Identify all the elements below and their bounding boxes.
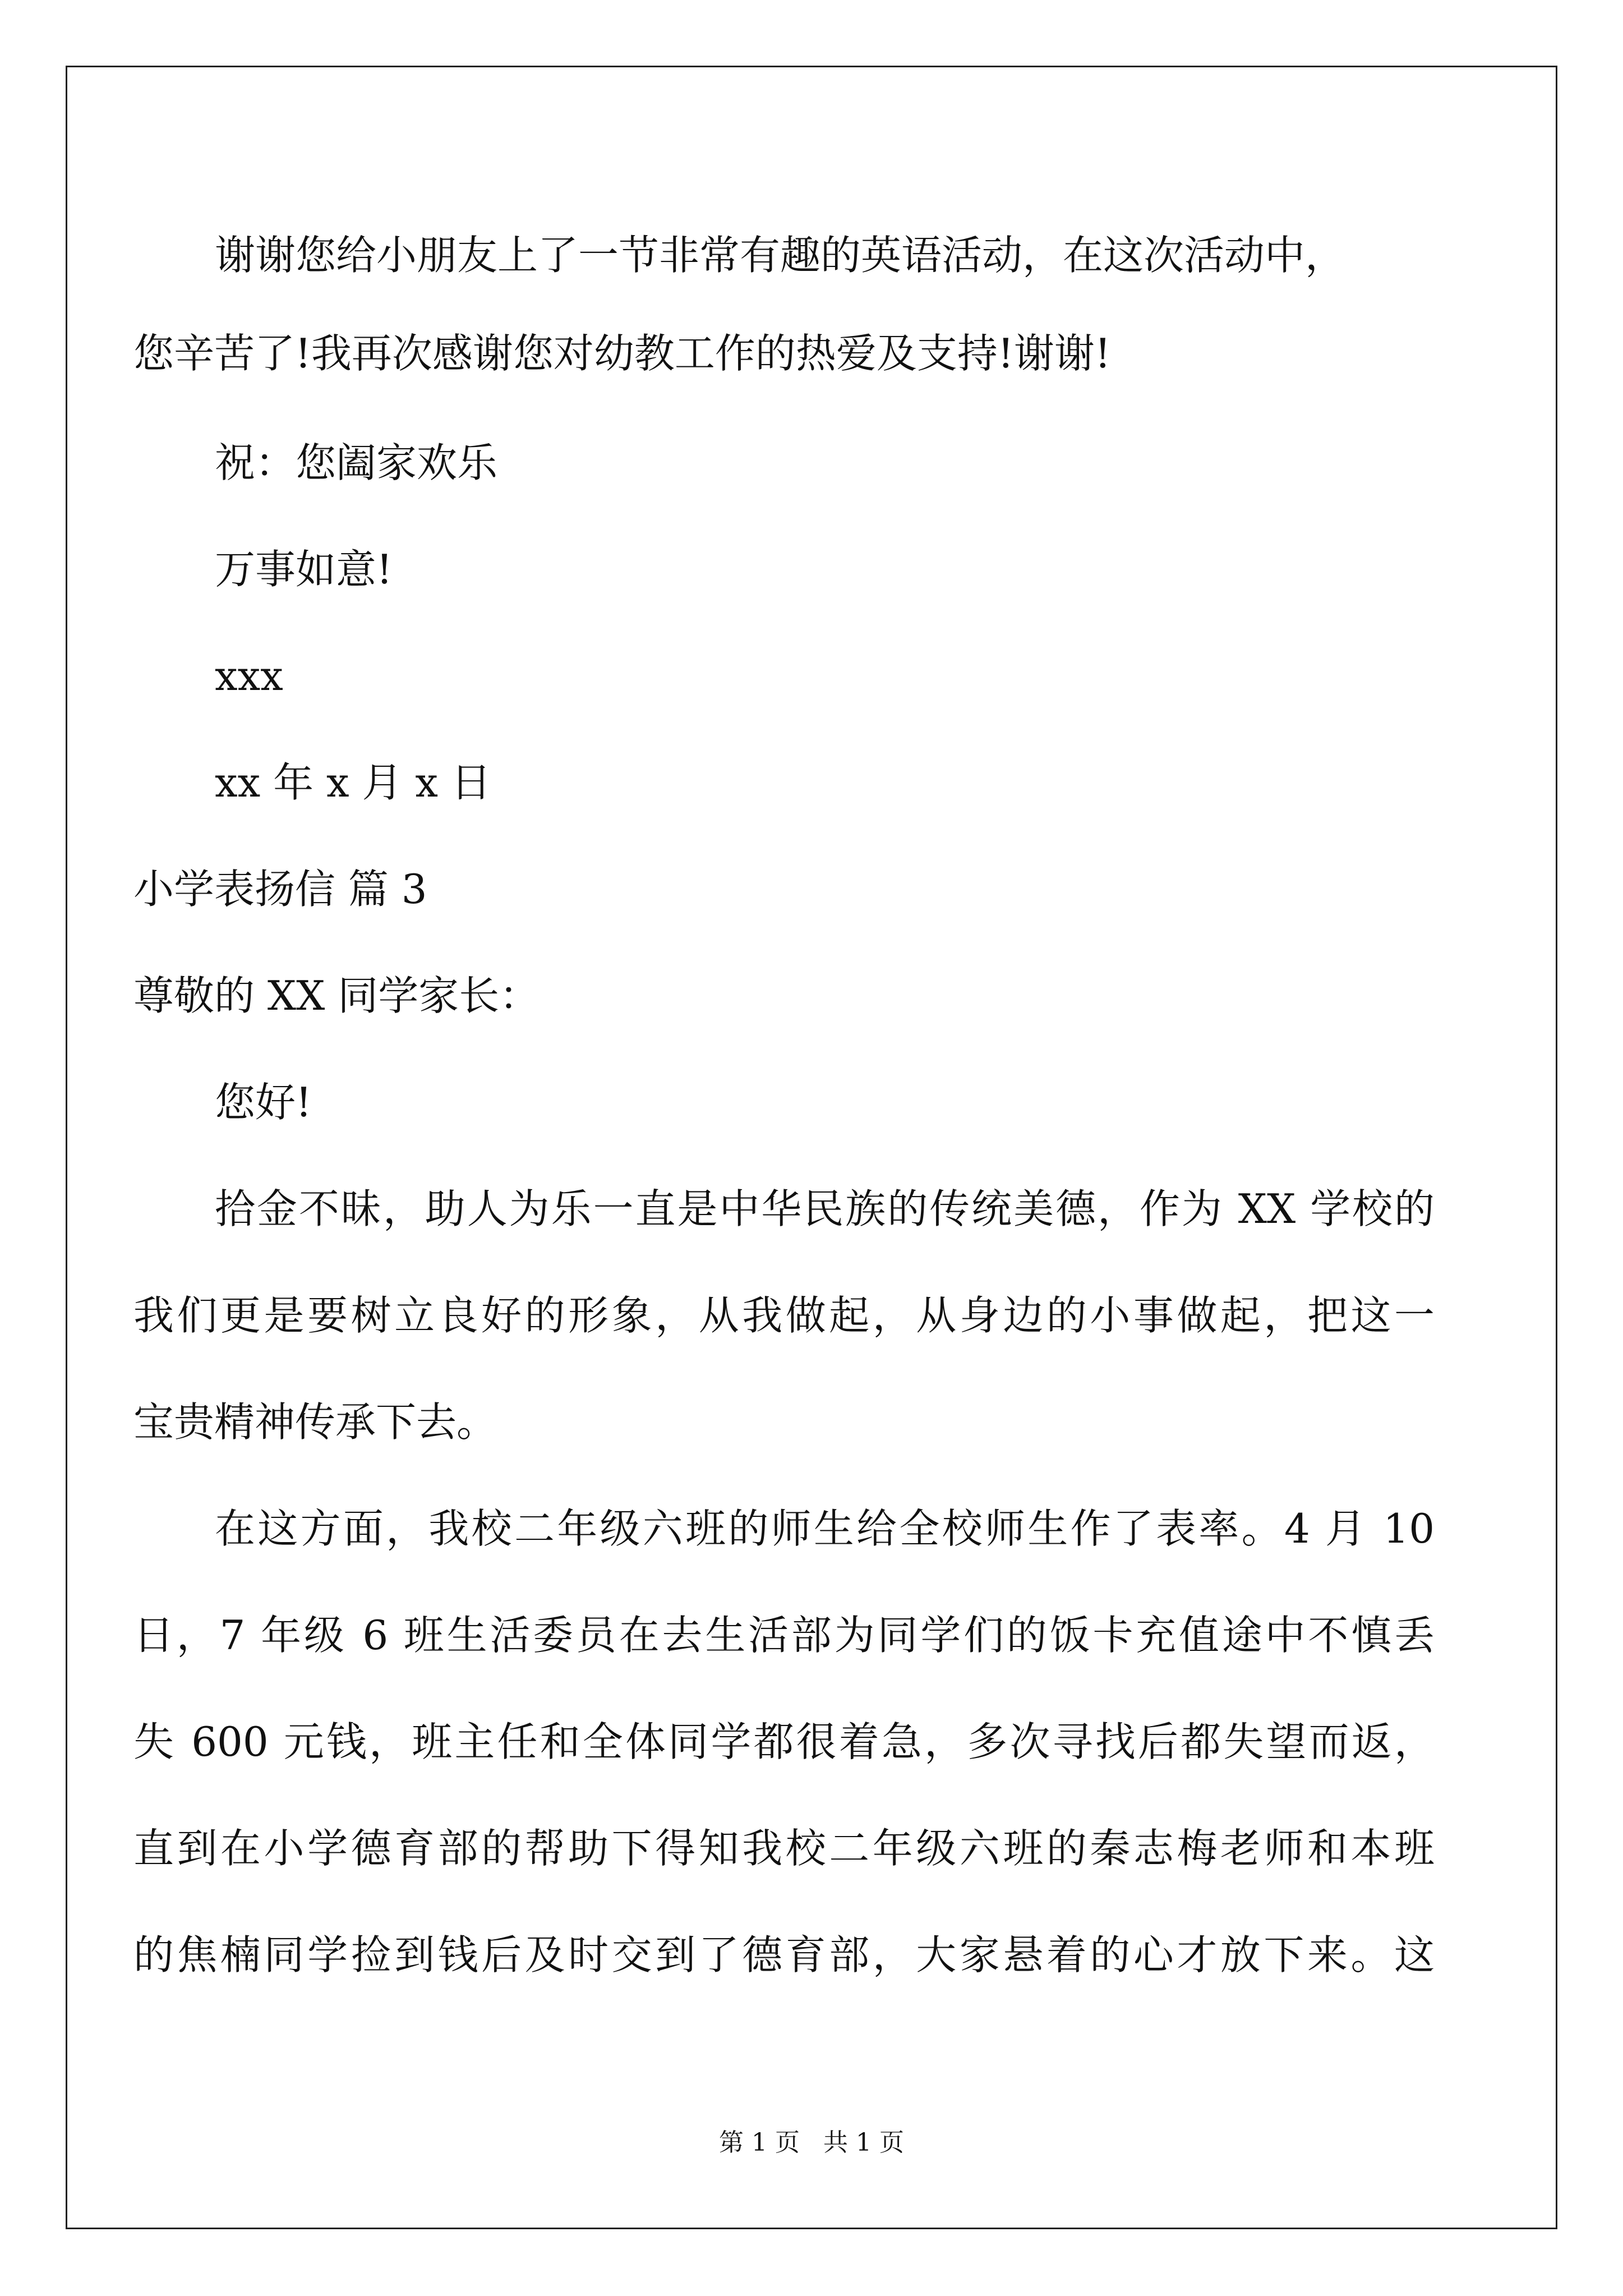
page-total: 共 1 页 bbox=[823, 2128, 904, 2157]
text-line: 拾金不昧，助人为乐一直是中华民族的传统美德，作为 XX 学校的 bbox=[215, 1185, 1435, 1232]
page-number: 第 1 页 bbox=[719, 2128, 800, 2157]
section-heading: 小学表扬信 篇 3 bbox=[133, 866, 427, 913]
text-line: 在这方面，我校二年级六班的师生给全校师生作了表率。4 月 10 bbox=[215, 1505, 1435, 1552]
salutation: 尊敬的 XX 同学家长： bbox=[133, 972, 540, 1019]
text-line: 的焦楠同学捡到钱后及时交到了德育部，大家悬着的心才放下来。这 bbox=[133, 1931, 1435, 1978]
text-line: 万事如意! bbox=[215, 546, 393, 593]
text-line: 日，7 年级 6 班生活委员在去生活部为同学们的饭卡充值途中不慎丢 bbox=[133, 1612, 1435, 1659]
text-line: 直到在小学德育部的帮助下得知我校二年级六班的秦志梅老师和本班 bbox=[133, 1825, 1435, 1872]
text-line: 谢谢您给小朋友上了一节非常有趣的英语活动，在这次活动中， bbox=[215, 232, 1346, 279]
text-line: xx 年 x 月 x 日 bbox=[215, 759, 491, 806]
text-line: xxx bbox=[215, 652, 283, 700]
greeting: 您好! bbox=[215, 1079, 312, 1126]
text-line: 失 600 元钱，班主任和全体同学都很着急，多次寻找后都失望而返， bbox=[133, 1718, 1435, 1765]
text-line: 我们更是要树立良好的形象，从我做起，从身边的小事做起，把这一 bbox=[133, 1292, 1435, 1339]
page-footer bbox=[0, 2126, 1623, 2160]
text-line: 宝贵精神传承下去。 bbox=[133, 1398, 497, 1446]
text-line: 您辛苦了!我再次感谢您对幼教工作的热爱及支持!谢谢! bbox=[133, 330, 1111, 377]
page-frame bbox=[66, 66, 1557, 2229]
text-line: 祝：您阖家欢乐 bbox=[215, 439, 498, 486]
